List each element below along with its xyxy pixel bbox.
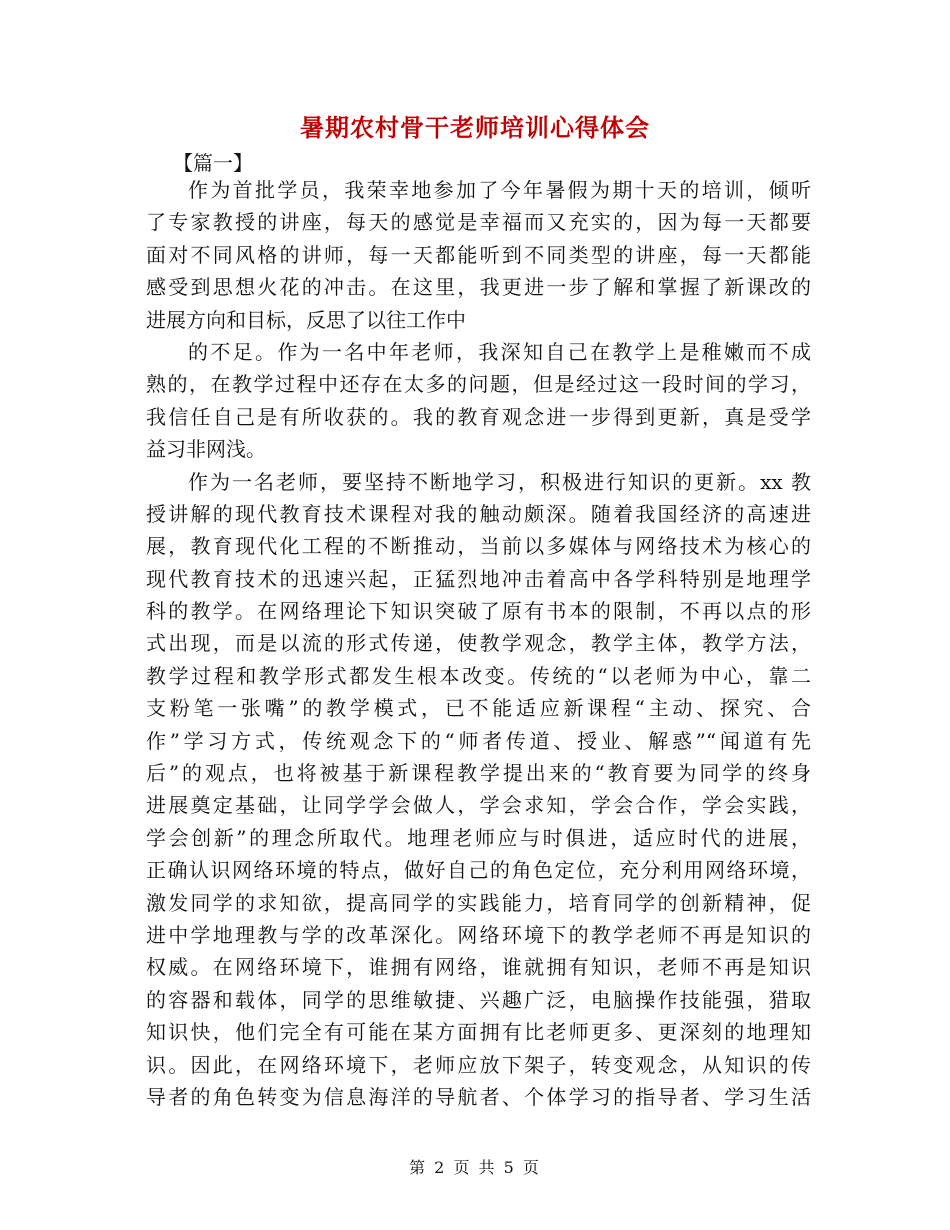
text-line: 进中学地理教与学的改革深化。网络环境下的教学老师不再是知识的 (146, 922, 811, 947)
text-line: 权威。在网络环境下，谁拥有网络，谁就拥有知识，老师不再是知识 (146, 955, 811, 980)
section-label: 【篇一】 (173, 151, 253, 175)
text-line: 现代教育技术的迅速兴起，正猛烈地冲击着高中各学科特别是地理学 (146, 566, 811, 591)
text-line: 导者的角色转变为信息海洋的导航者、个体学习的指导者、学习生活 (146, 1084, 811, 1109)
text-line: 面对不同风格的讲师，每一天都能听到不同类型的讲座，每一天都能 (146, 242, 811, 267)
text-line: 激发同学的求知欲，提高同学的实践能力，培育同学的创新精神，促 (146, 890, 811, 915)
text-line: 正确认识网络环境的特点，做好自己的角色定位，充分利用网络环境， (146, 858, 811, 883)
text-line: 式出现，而是以流的形式传递，使教学观念，教学主体，教学方法， (146, 631, 811, 656)
page-footer: 第 2 页 共 5 页 (409, 1158, 541, 1177)
text-line: 教学过程和教学形式都发生根本改变。传统的“以老师为中心，靠二 (146, 663, 811, 688)
text-line: 感受到思想火花的冲击。在这里，我更进一步了解和掌握了新课改的 (146, 275, 811, 300)
text-line: 识。因此，在网络环境下，老师应放下架子，转变观念，从知识的传 (146, 1052, 811, 1077)
text-line: 熟的，在教学过程中还存在太多的问题，但是经过这一段时间的学习， (146, 372, 811, 397)
document-title: 暑期农村骨干老师培训心得体会 (300, 113, 650, 142)
document-body (146, 174, 811, 1113)
text-line: 作为一名老师，要坚持不断地学习，积极进行知识的更新。xx 教 (188, 469, 811, 494)
text-line: 作”学习方式，传统观念下的“师者传道、授业、解惑”“闻道有先 (146, 728, 811, 753)
text-line: 进展方向和目标，反思了以往工作中 (146, 307, 466, 332)
text-line: 科的教学。在网络理论下知识突破了原有书本的限制，不再以点的形 (146, 599, 811, 624)
text-line: 益习非网浅。 (146, 437, 266, 462)
text-line: 我信任自己是有所收获的。我的教育观念进一步得到更新，真是受学 (146, 404, 811, 429)
text-line: 作为首批学员，我荣幸地参加了今年暑假为期十天的培训，倾听 (188, 178, 811, 202)
text-line: 了专家教授的讲座，每天的感觉是幸福而又充实的，因为每一天都要 (146, 210, 811, 235)
text-line: 后”的观点，也将被基于新课程教学提出来的“教育要为同学的终身 (146, 761, 811, 786)
text-line: 学会创新”的理念所取代。地理老师应与时俱进，适应时代的进展， (146, 825, 811, 850)
text-line: 进展奠定基础，让同学学会做人，学会求知，学会合作，学会实践， (146, 793, 811, 818)
text-line: 展，教育现代化工程的不断推动，当前以多媒体与网络技术为核心的 (146, 534, 811, 559)
text-line: 支粉笔一张嘴”的教学模式，已不能适应新课程“主动、探究、合 (146, 696, 811, 721)
text-line: 授讲解的现代教育技术课程对我的触动颇深。随着我国经济的高速进 (146, 501, 811, 526)
text-line: 的容器和载体，同学的思维敏捷、兴趣广泛，电脑操作技能强，猎取 (146, 987, 811, 1012)
text-line: 知识快，他们完全有可能在某方面拥有比老师更多、更深刻的地理知 (146, 1020, 811, 1045)
text-line: 的不足。作为一名中年老师，我深知自己在教学上是稚嫩而不成 (188, 339, 811, 364)
